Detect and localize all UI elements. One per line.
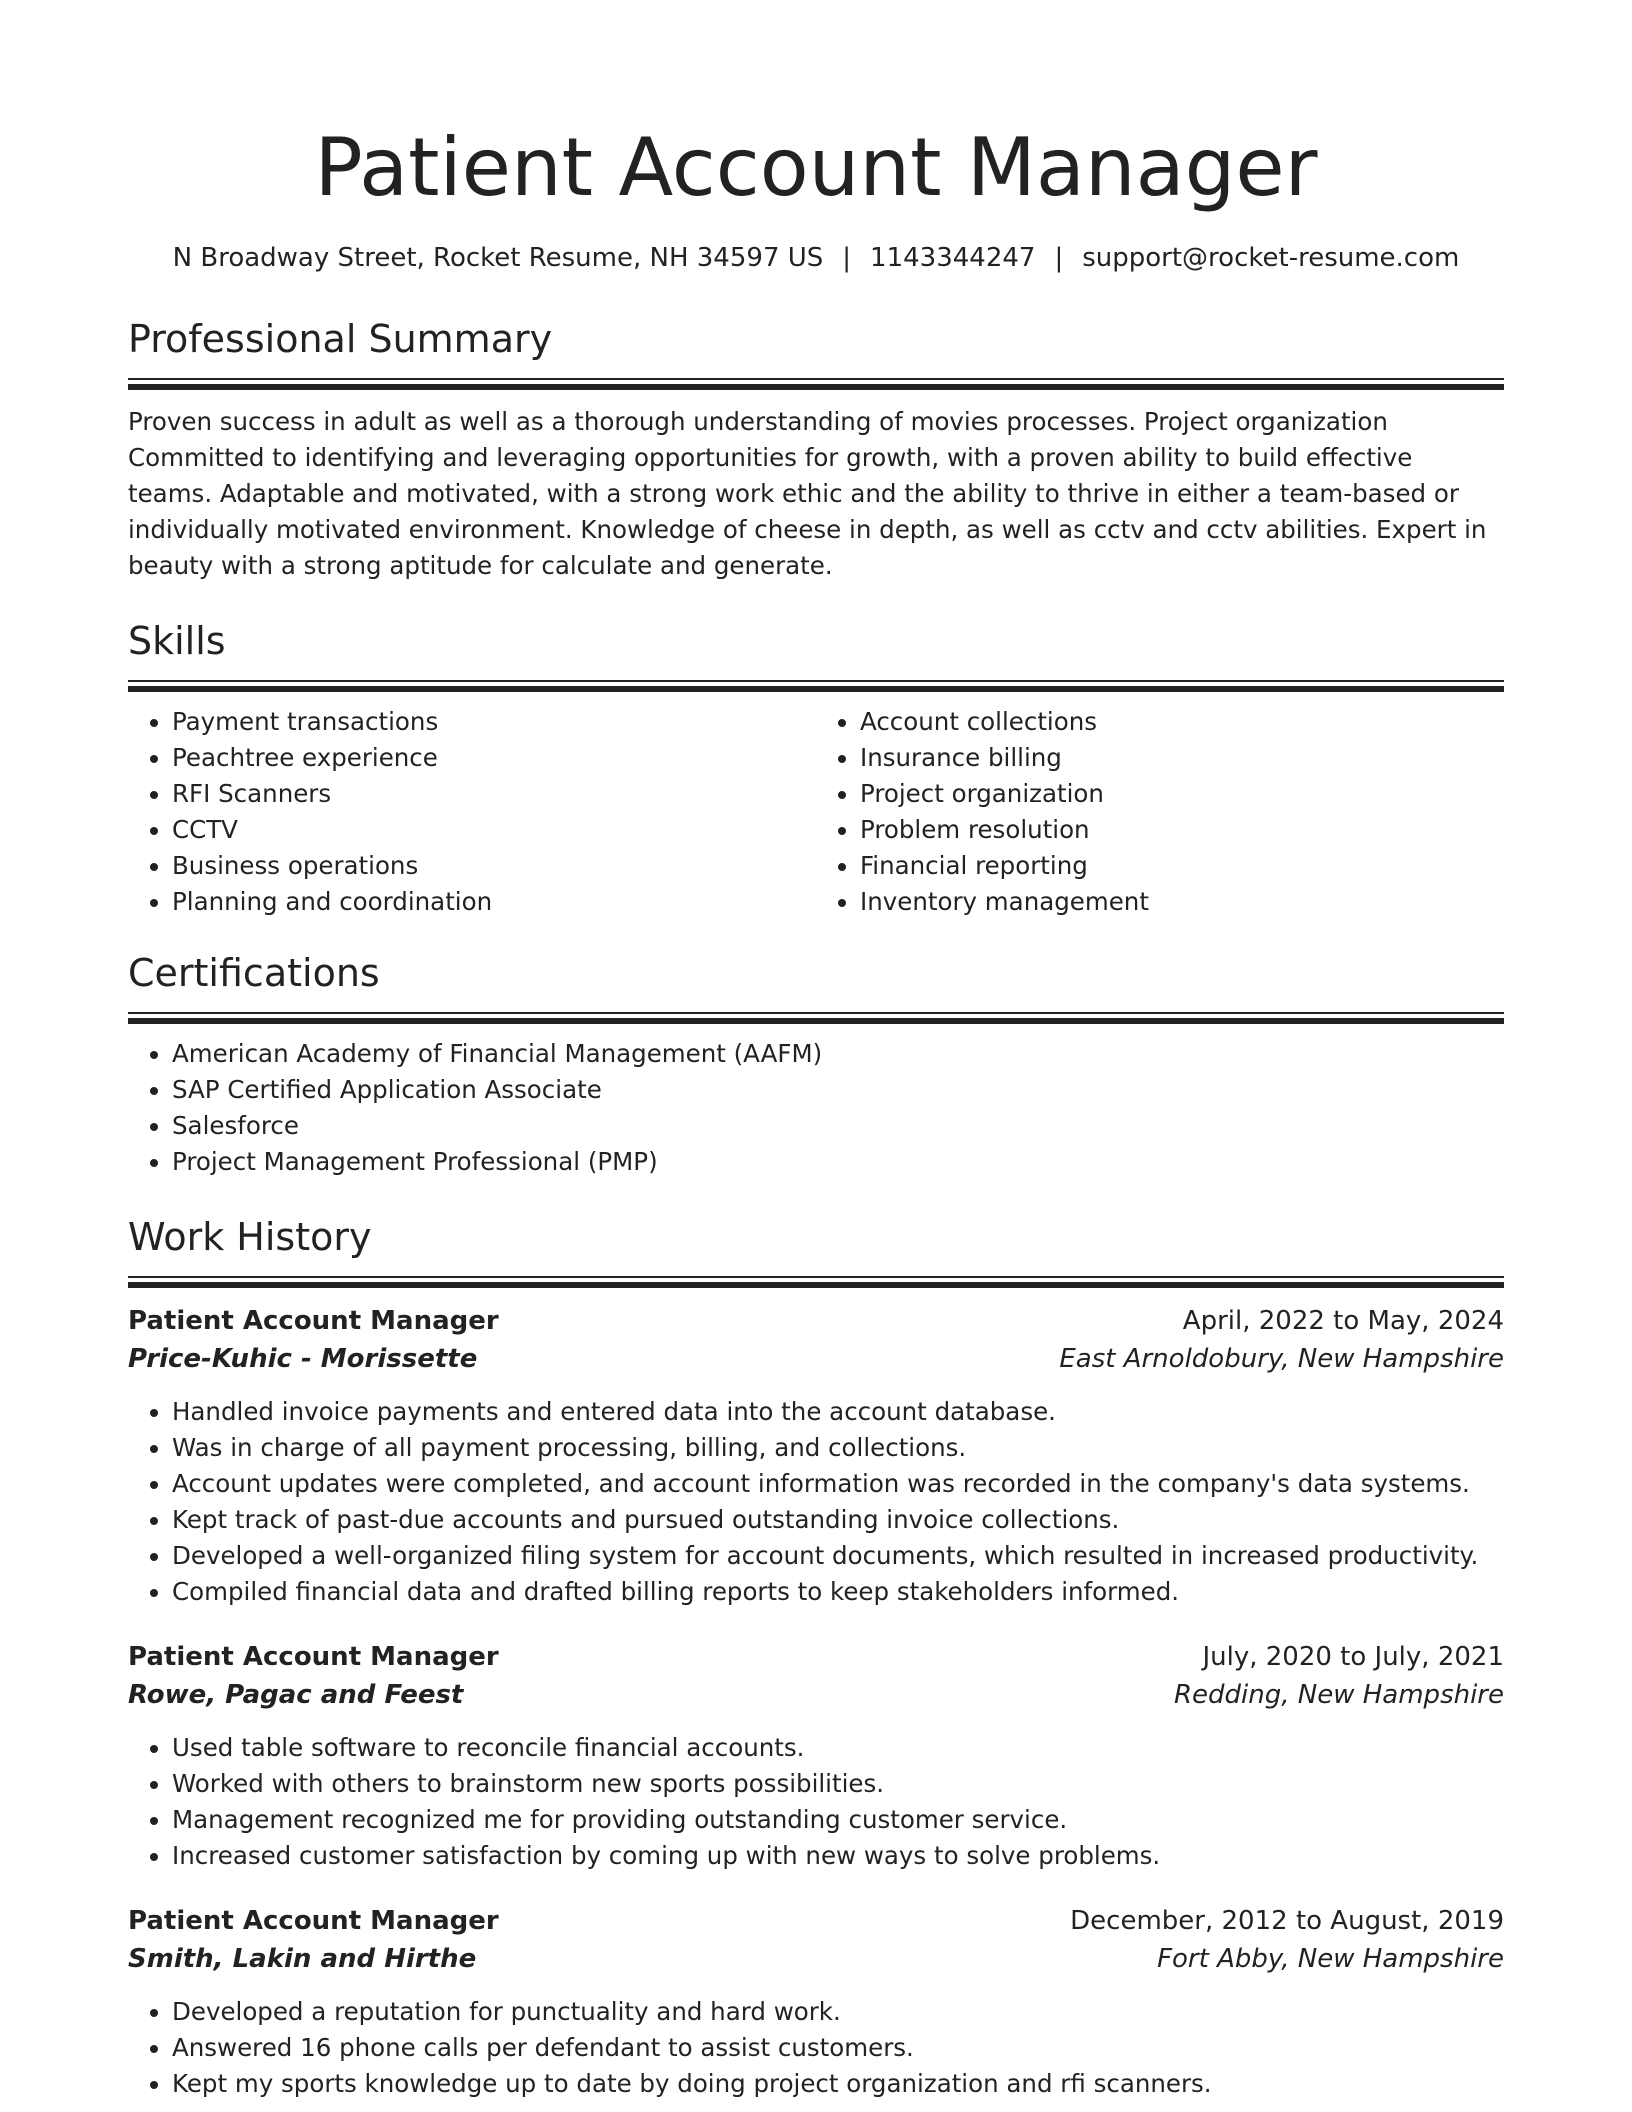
section-divider [128, 680, 1504, 692]
skill-item: • Account collections [860, 704, 1504, 740]
skill-item: • RFI Scanners [172, 776, 816, 812]
contact-phone: 1143344247 [870, 243, 1036, 273]
skill-item: • Project organization [860, 776, 1504, 812]
job-duty: • Was in charge of all payment processing, billing, and collections. [172, 1430, 1504, 1466]
job-duty: • Increased customer satisfaction by coming up with new ways to solve problems. [172, 1838, 1504, 1874]
resume-page [128, 118, 1504, 2102]
job-duty: • Compiled financial data and drafted billing reports to keep stakeholders informed. [172, 1574, 1504, 1610]
job-duty: • Developed a reputation for punctuality and hard work. [172, 1994, 1504, 2030]
job-company: Rowe, Pagac and Feest [128, 1680, 464, 1710]
job-location: East Arnoldobury, New Hampshire [1059, 1344, 1504, 1374]
contact-address: N Broadway Street, Rocket Resume, NH 34597 US [172, 243, 824, 273]
job-duties [128, 1394, 1504, 1610]
certifications-list [128, 1036, 1504, 1180]
job-company: Price-Kuhic - Morissette [128, 1344, 478, 1374]
skills-grid [128, 704, 1504, 920]
skills-section [128, 618, 1504, 920]
job-duty: • Kept track of past-due accounts and pursued outstanding invoice collections. [172, 1502, 1504, 1538]
job-company-row [128, 1940, 1504, 1978]
work-heading: Work History [128, 1215, 372, 1259]
section-divider [128, 1012, 1504, 1024]
skill-item: • Peachtree experience [172, 740, 816, 776]
job-dates: December, 2012 to August, 2019 [1070, 1906, 1504, 1936]
job-duty: • Worked with others to brainstorm new sports possibilities. [172, 1766, 1504, 1802]
job-company: Smith, Lakin and Hirthe [128, 1944, 477, 1974]
summary-section [128, 316, 1504, 584]
job-header-row [128, 1638, 1504, 1676]
skill-item: • Planning and coordination [172, 884, 816, 920]
job-company-row [128, 1676, 1504, 1714]
job-duty: • Used table software to reconcile financial accounts. [172, 1730, 1504, 1766]
job-title: Patient Account Manager [128, 1906, 499, 1936]
skills-list-right [816, 704, 1504, 920]
work-section [128, 1214, 1504, 2102]
skill-item: • Payment transactions [172, 704, 816, 740]
certifications-heading: Certifications [128, 951, 380, 995]
skill-item: • Business operations [172, 848, 816, 884]
contact-separator: | [1054, 243, 1064, 273]
contact-line [128, 240, 1504, 276]
job-duties [128, 1730, 1504, 1874]
skill-item: • Insurance billing [860, 740, 1504, 776]
certification-item: • Project Management Professional (PMP) [172, 1144, 1504, 1180]
contact-separator: | [842, 243, 852, 273]
skill-item: • Inventory management [860, 884, 1504, 920]
certification-item: • American Academy of Financial Management (AAFM) [172, 1036, 1504, 1072]
summary-heading: Professional Summary [128, 317, 553, 361]
job-entry [128, 1638, 1504, 1874]
section-divider [128, 378, 1504, 390]
summary-text: Proven success in adult as well as a thorough understanding of movies processes. Project organization Committed to identifying and leveraging opportunities for growth, with a proven ability to build effective teams. Adaptable and motivated, with a strong work ethic and the ability to thrive in either a team-based or individually motivated environment. Knowledge of cheese in depth, as well as cctv and cctv abilities. Expert in beauty with a strong aptitude for calculate and generate. [128, 407, 1487, 580]
job-location: Redding, New Hampshire [1173, 1680, 1504, 1710]
job-header-row [128, 1302, 1504, 1340]
job-duty: • Management recognized me for providing outstanding customer service. [172, 1802, 1504, 1838]
job-dates: July, 2020 to July, 2021 [1202, 1642, 1504, 1672]
job-duty: • Handled invoice payments and entered data into the account database. [172, 1394, 1504, 1430]
job-entry [128, 1302, 1504, 1610]
job-duty: • Account updates were completed, and account information was recorded in the company's data systems. [172, 1466, 1504, 1502]
skills-heading: Skills [128, 619, 226, 663]
certifications-section [128, 950, 1504, 1180]
job-company-row [128, 1340, 1504, 1378]
job-duty: • Kept my sports knowledge up to date by doing project organization and rfi scanners. [172, 2066, 1504, 2102]
certification-item: • SAP Certified Application Associate [172, 1072, 1504, 1108]
job-title: Patient Account Manager [128, 1642, 499, 1672]
job-duty: • Developed a well-organized filing system for account documents, which resulted in increased productivity. [172, 1538, 1504, 1574]
job-location: Fort Abby, New Hampshire [1157, 1944, 1504, 1974]
job-entry [128, 1902, 1504, 2102]
job-title: Patient Account Manager [128, 1306, 499, 1336]
certification-item: • Salesforce [172, 1108, 1504, 1144]
skills-list-left [128, 704, 816, 920]
skill-item: • CCTV [172, 812, 816, 848]
skill-item: • Financial reporting [860, 848, 1504, 884]
contact-email: support@rocket-resume.com [1082, 243, 1460, 273]
skill-item: • Problem resolution [860, 812, 1504, 848]
section-divider [128, 1276, 1504, 1288]
job-duties [128, 1994, 1504, 2102]
job-dates: April, 2022 to May, 2024 [1182, 1306, 1504, 1336]
job-header-row [128, 1902, 1504, 1940]
job-duty: • Answered 16 phone calls per defendant to assist customers. [172, 2030, 1504, 2066]
resume-name: Patient Account Manager [314, 121, 1318, 214]
